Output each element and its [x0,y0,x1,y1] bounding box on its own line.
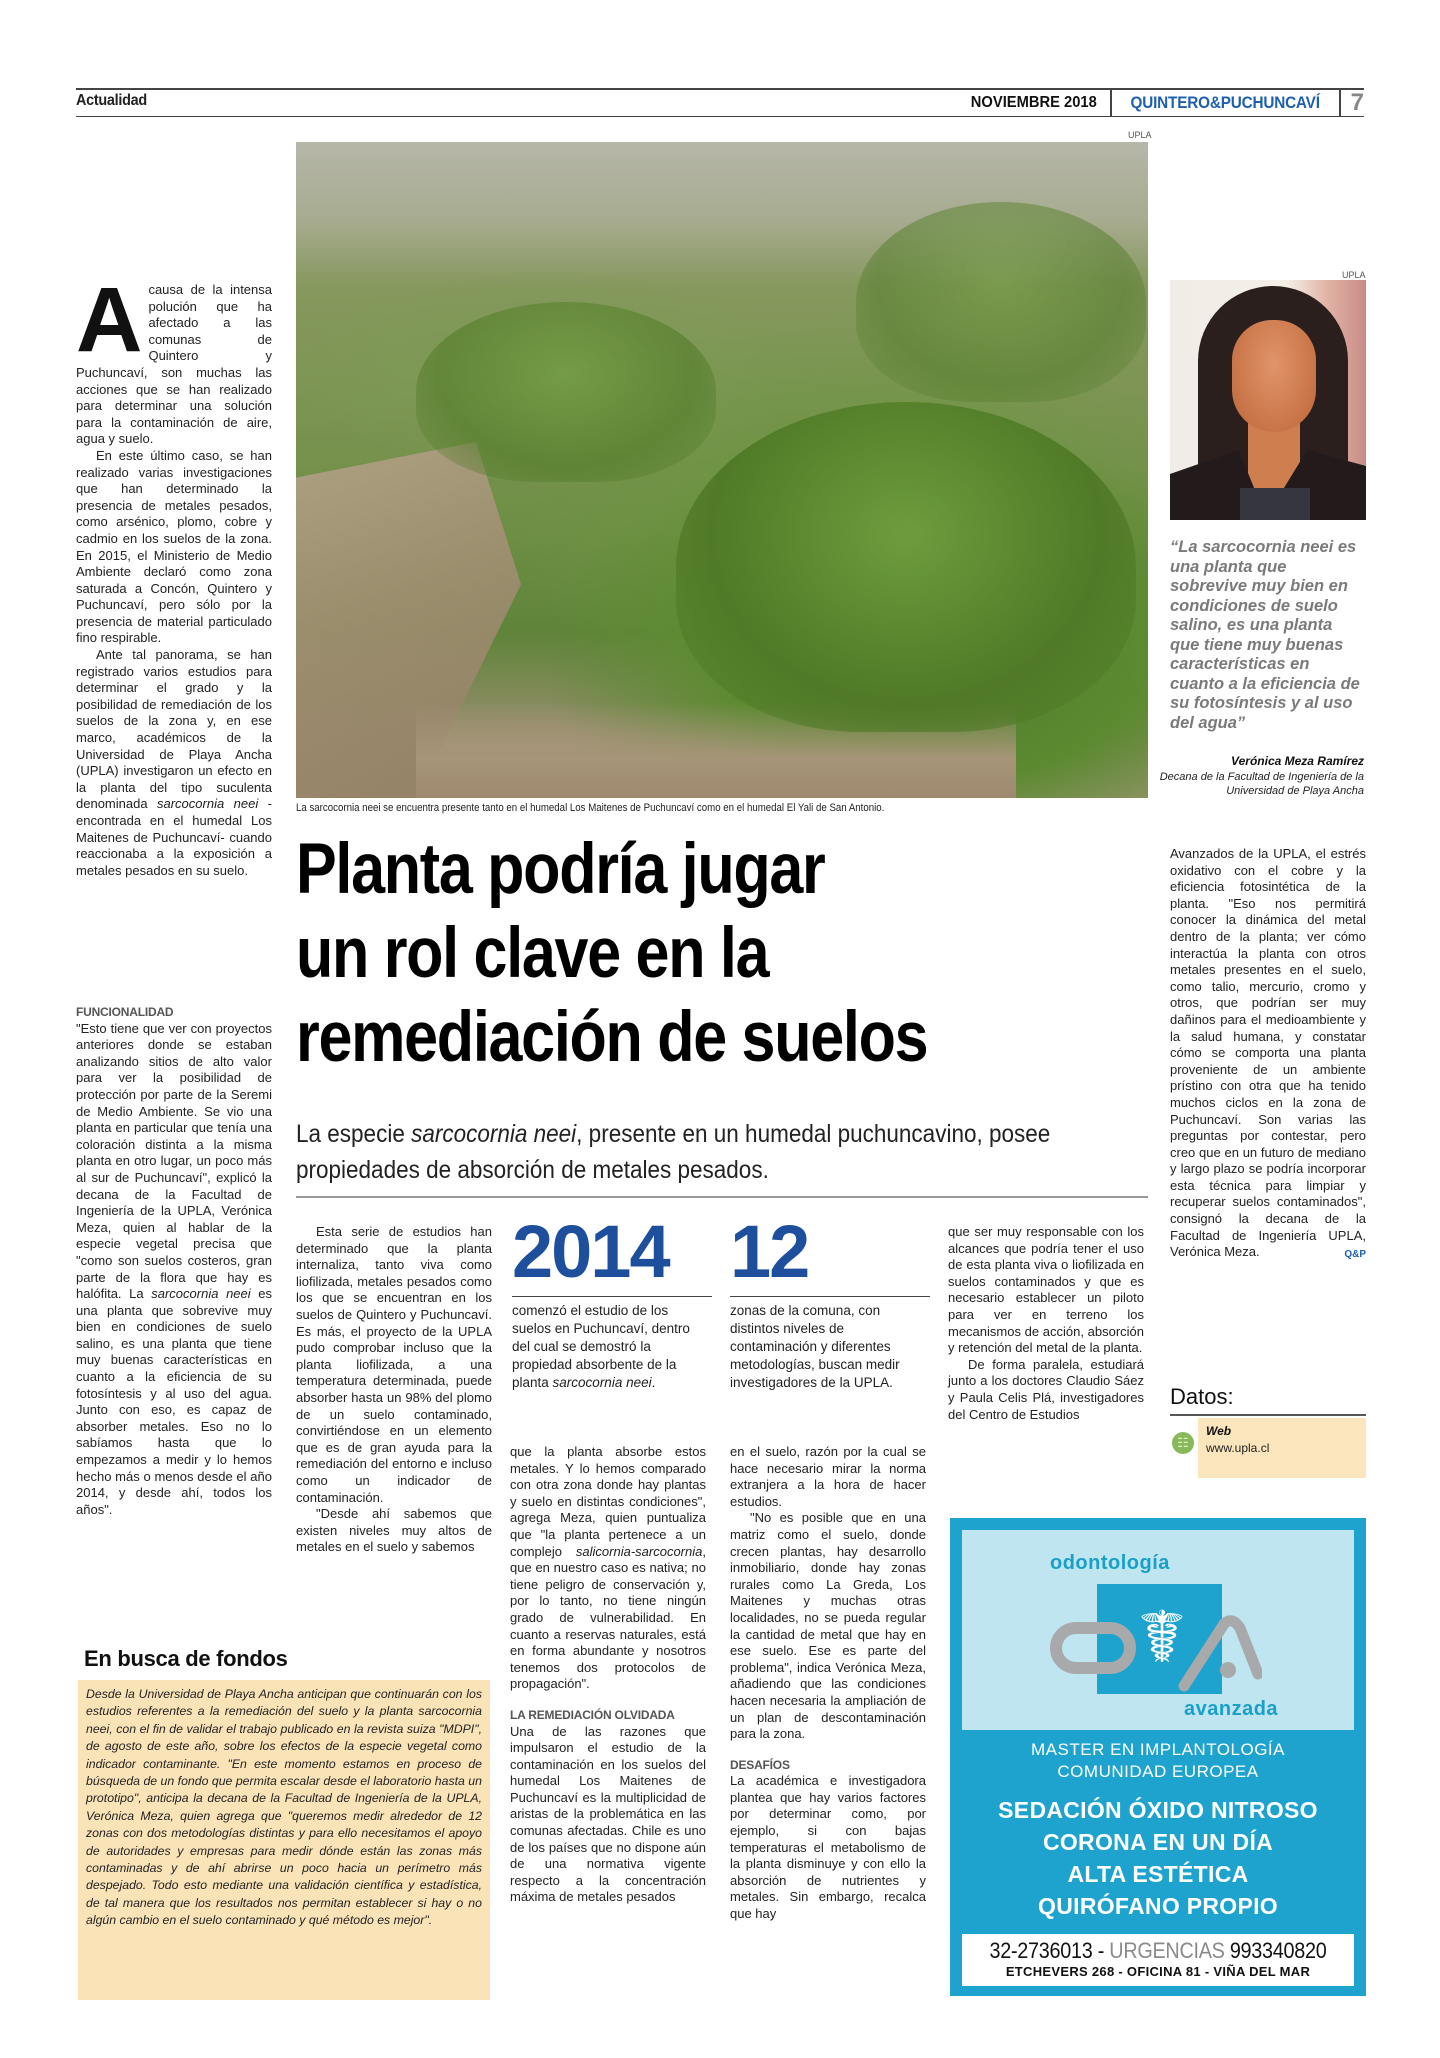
portrait-photo [1170,280,1366,520]
headline-line: Planta podría jugar [296,830,825,909]
article-column-5 [948,1224,1144,1423]
paragraph: "No es posible que en una matriz como el suelo, donde crecen plantas, hay desarrollo inmobiliario, donde hay zonas rurales como La Greda, Los Maitenes y muchas otras localidades, no se pueda regular la cantidad de metal que hay en ese suelo. Ese es parte del problema", indica Verónica Meza, añadiendo que las condiciones hacen necesaria la ampliación de un plan de descontaminación para la zona. [730,1510,926,1742]
paragraph: Una de las razones que impulsaron el estudio de la contaminación en los suelos del humedal Los Maitenes de Puchuncaví es la multiplicidad de aristas de la problemática en las comunas afectadas. Chile es uno de los países que no dispone aún de una normativa vigente respecto a la concentración máxima de metales pesados [510,1723,706,1905]
article-column-1 [76,269,272,879]
text-run: comenzó el estudio de los suelos en Puchuncaví, dentro del cual se demostró la propiedad absorbente de la planta [512,1303,690,1390]
paragraph [510,1444,706,1693]
text-run: . [651,1375,656,1390]
ad-contact-panel [962,1934,1354,1986]
ad-logo-panel [962,1530,1354,1730]
datos-rule [1170,1414,1366,1416]
ad-service: QUIRÓFANO PROPIO [1038,1893,1278,1919]
headline-line: un rol clave en la [296,914,769,993]
stat-rule [730,1296,930,1297]
paragraph: De forma paralela, estudiará junto a los doctores Claudio Sáez y Paula Celis Plá, investigadores del Centro de Estudios [948,1356,1144,1422]
section-label: Actualidad [76,92,147,109]
paragraph: Esta serie de estudios han determinado que la planta internaliza, tanto viva como liofilizada, metales pesados como los que se encuentran en los suelos de Quintero y Puchuncaví. Es más, el proyecto de la UPLA pudo comprobar incluso que la planta liofilizada, a una temperatura determinada, puede absorber hasta un 98% del plomo de un suelo contaminado, convirtiéndose en un elemento que es de gran ayuda para la remediación del entorno e incluso como un indicador de contaminación. [296,1224,492,1505]
issue-date: NOVIEMBRE 2018 [971,93,1098,111]
deck-rule [296,1196,1148,1198]
ad-line: MASTER EN IMPLANTOLOGÍA [1031,1740,1285,1759]
paragraph [1170,846,1366,1261]
paragraph: en el suelo, razón por la cual se hace necesario mirar la norma extranjera a la hora de hacer estudios. [730,1444,926,1509]
species-name: sarcocornia neei [151,1286,251,1302]
paragraph: La académica e investigadora plantea que hay varios factores por determinar como, por ejemplo, si con bajas temperaturas el metabolismo de la planta disminuye y con ello la absorción de nutrientes y metales. Sin embargo, recalca que hay [730,1773,926,1922]
ad-logo-o [1050,1622,1136,1674]
sidebar-title: En busca de fondos [84,1646,288,1671]
globe-icon: ☷ [1172,1432,1194,1454]
paragraph: que ser muy responsable con los alcances que podría tener el uso de esta planta viva o liofilizada en suelos contaminados y que es necesario establecer un piloto para ver en terreno los mecanismos de acción, absorción y retención del metal de la planta. [948,1224,1144,1356]
species-name: sarcocornia neei [411,1120,577,1148]
sidebar-box [78,1680,490,2000]
caduceus-icon: ☤ [1137,1598,1187,1678]
portrait-credit: UPLA [1342,270,1366,280]
ad-phone-number: 32-2736013 - [989,1938,1110,1963]
headline-line: remediación de suelos [296,998,928,1077]
stat-description: zonas de la comuna, con distintos niveles de contaminación y diferentes metodologías, buscan medir investigadores de la UPLA. [730,1303,900,1390]
headline [296,828,1036,1080]
paragraph [76,647,272,879]
author-signature: Q&P [1344,1249,1366,1261]
ad-phone [982,1938,1335,1964]
datos-label: Web [1206,1424,1232,1438]
text-run: Ante tal panorama, se han registrado varios estudios para determinar el grado y la posibilidad de remediación de los suelos de la zona y, en ese marco, académicos de la Universidad de Playa Ancha (UPLA) investigaron un efecto en la planta del tipo suculenta denominada [76,647,272,812]
article-column-2 [296,1224,492,1556]
species-name: salicornia-sarcocornia [575,1543,703,1559]
text-run: , presente en un humedal puchuncavino, posee propiedades de absorción de metales pesados. [296,1120,1051,1184]
species-name: sarcocornia neei [157,796,259,812]
article-column-1-continued [76,1004,272,1518]
quote-author-role: Decana de la Facultad de Ingeniería de la Universidad de Playa Ancha [1159,771,1364,797]
ad-address: ETCHEVERS 268 - OFICINA 81 - VIÑA DEL MAR [1005,1964,1311,1979]
photo-vegetation [676,402,1136,732]
ad-brand-top: odontología [1050,1552,1170,1574]
text-run: "Esto tiene que ver con proyectos anteriores donde se estaban analizando sitios de alto valor para ver la posibilidad de protección por parte de la Seremi de Medio Ambiente. Se vio una planta en particular que tenía una coloración distinta a la misma planta en otro lugar, un poco más al sur de Puchuncaví", explicó la decana de la Facultad de Ingeniería de la UPLA, Verónica Meza, quien al hablar de la especie vegetal precisa que "como son suelos costeros, gran parte de la flora que hay es halófita. La [76,1020,272,1302]
text-run: que la planta absorbe estos metales. Y lo hemos comparado con otra zona donde hay plantas y suelo en distintas condiciones", agrega Meza, quien puntualiza que "la planta pertenece a un complejo [510,1444,706,1559]
subhead-remediacion: LA REMEDIACIÓN OLVIDADA [510,1707,675,1722]
portrait-face [1232,320,1316,432]
stat-rule [512,1296,712,1297]
main-photo [296,142,1148,798]
text-run: Avanzados de la UPLA, el estrés oxidativo con el cobre y la eficiencia fotosintética de la planta. "Eso nos permitirá conocer la dinámica del metal dentro de la planta; ver cómo interactúa la planta con otros metales presentes en el suelo, como talio, mercurio, cromo y otros, que podrían ser muy dañinos para el medioambiente y la salud humana, y constatar cómo se comporta una planta proveniente de un ambiente prístino con otra que ha tenido muchos ciclos en la zona de Puchuncaví. Son varias las preguntas por contestar, pero creo que en un futuro de mediano y largo plazo se podría incorporar esta técnica para limpiar y recuperar suelos contaminados", consignó la decana de la Facultad de Ingeniería UPLA, Verónica Meza. [1170,846,1366,1260]
quote-author: Verónica Meza Ramírez [1231,754,1364,768]
ad-services [950,1794,1366,1922]
ad-service: ALTA ESTÉTICA [1067,1861,1249,1887]
portrait-shirt [1240,488,1310,520]
subhead-funcionalidad: FUNCIONALIDAD [76,1005,174,1019]
article-column-6 [1170,846,1366,1264]
drop-cap: A [76,269,143,371]
subhead-desafios: DESAFÍOS [730,1757,790,1772]
paragraph [76,1021,272,1519]
stat-description [512,1302,708,1392]
photo-caption: La sarcocornia neei se encuentra presente tanto en el humedal Los Maitenes de Puchuncaví como en el humedal El Yali de San Antonio. [296,802,885,814]
photo-vegetation [416,302,716,482]
photo-credit: UPLA [1128,130,1152,140]
publication-name: QUINTERO&PUCHUNCAVÍ [1130,92,1321,112]
text-run: , que en nuestro caso es nativa; no tiene peligro de conservación y, por lo tanto, no tiene ningún grado de vulnerabilidad. En cuanto a reservas naturales, está en forma abundante y nosotros tenemos dos protocolos de propagación". [510,1543,706,1692]
species-name: sarcocornia neei [552,1375,652,1390]
datos-title: Datos: [1170,1384,1234,1409]
masthead [965,89,1364,116]
stat-value: 2014 [512,1210,669,1293]
text-run: es una planta que sobrevive muy bien en condiciones de suelo salino, es una planta que tiene muy buenas características en cuanto a la eficiencia de su fotosíntesis y al uso del agua. Junto con eso, es capaz de absorber metales. Eso no lo sabíamos hasta que lo empezamos a medir y lo hemos hecho más o menos desde el año 2014, y desde ahí, todos los años". [76,1286,273,1517]
ad-service: SEDACIÓN ÓXIDO NITROSO [998,1797,1318,1823]
website-link[interactable]: www.upla.cl [1206,1441,1270,1455]
sidebar-text: Desde la Universidad de Playa Ancha anticipan que continuarán con los estudios referentes a la remediación del suelo y la planta sarcocornia neei, con el fin de validar el trabajo publicado en la revista suiza "MDPI", de agosto de este año, sobre los efectos de la especie vegetal como indicador contaminante. "En este momento estamos en proceso de búsqueda de un fondo que permita escalar desde el laboratorio hasta un prototipo", anticipa la decana de la Facultad de Ingeniería de la UPLA, Verónica Meza, quien agrega que "queremos medir alrededor de 12 zonas con dos metodologías distintas y para ello necesitamos el apoyo de autoridades y empresas para medir dónde están las zonas más contaminadas y de ahí abrirse un poco hacia un perímetro más despejado. Todo esto mediante una validación científica y estadística, de tal manera que los resultados nos permitan establecer si hay o no algún cambio en el suelo contaminado y qué método es mejor". [86,1687,482,1928]
datos-box [1198,1418,1366,1478]
deck-subtitle [296,1116,1106,1188]
ad-service: CORONA EN UN DÍA [1042,1829,1274,1855]
page-number: 7 [1350,88,1364,116]
ad-brand-bottom: avanzada [1184,1698,1279,1720]
stat-value: 12 [730,1210,809,1293]
text-run: La especie [296,1120,412,1148]
text-run: -encontrada en el humedal Los Maitenes de Puchuncaví- cuando reaccionaba a la exposición a metales pesados en su suelo. [76,796,272,878]
ad-urgencias-label: URGENCIAS [1109,1938,1230,1963]
photo-vegetation [856,202,1146,402]
ad-line: COMUNIDAD EUROPEA [1057,1762,1259,1781]
pull-quote: “La sarcocornia neei es una planta que sobrevive muy bien en condiciones de suelo salino, es una planta que tiene muy buenas características en cuanto a la eficiencia de su fotosíntesis y al uso del agua” [1170,538,1360,732]
article-column-4 [730,1444,926,1923]
paragraph: En este último caso, se han realizado varias investigaciones que han determinado la presencia de metales pesados, como arsénico, plomo, cobre y cadmio en los suelos de la zona. En 2015, el Ministerio de Medio Ambiente declaró como zona saturada a Concón, Quintero y Puchuncaví, pero sólo por la presencia de material particulado fino respirable. [76,447,272,646]
advertisement[interactable] [950,1518,1366,1996]
header-bottom-rule [76,116,1364,117]
paragraph: causa de la intensa polución que ha afectado a las comunas de Quintero y Puchuncaví, son muchas las acciones que se han realizado para determinar una solución para la contaminación de aire, agua y suelo. [76,282,272,447]
ad-urgencias-number: 993340820 [1229,1938,1327,1963]
article-column-3 [510,1444,706,1906]
paragraph: "Desde ahí sabemos que existen niveles muy altos de metales en el suelo y sabemos [296,1506,492,1555]
masthead-divider [1110,89,1112,116]
